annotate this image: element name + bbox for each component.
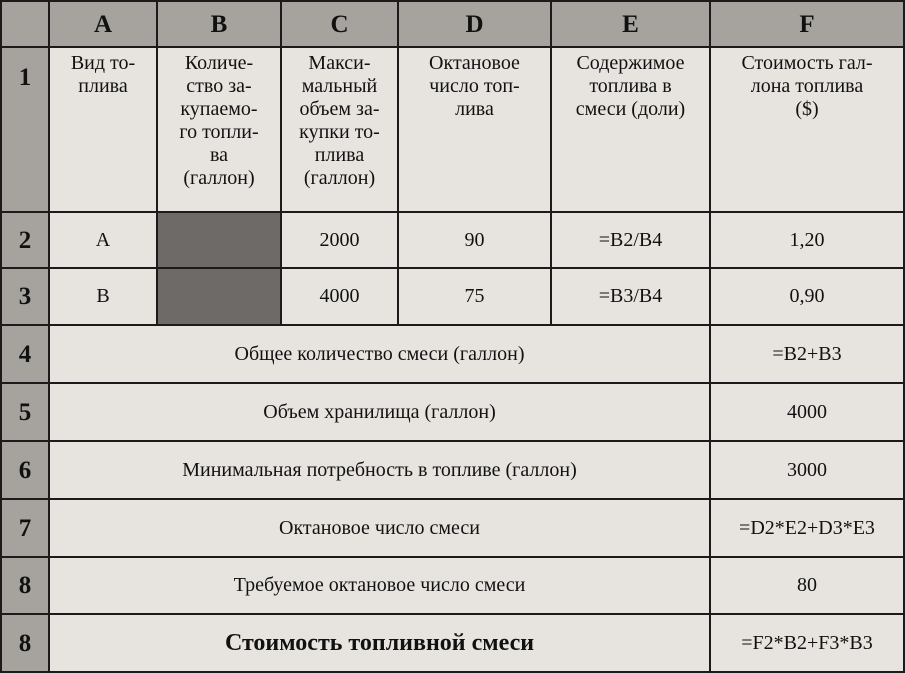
cell-f2[interactable]: 1,20 <box>711 213 905 269</box>
cell-b3-input[interactable] <box>158 269 282 326</box>
row-header-2[interactable]: 2 <box>0 213 50 269</box>
cell-a1[interactable]: Вид то- плива <box>50 48 158 213</box>
cell-e2[interactable]: =B2/B4 <box>552 213 711 269</box>
column-header-b[interactable]: B <box>158 0 282 48</box>
row-header-1[interactable]: 1 <box>0 48 50 213</box>
cell-e1[interactable]: Содержимое топлива в смеси (доли) <box>552 48 711 213</box>
cell-d2[interactable]: 90 <box>399 213 552 269</box>
cell-b2-input[interactable] <box>158 213 282 269</box>
cell-a9-label[interactable]: Стоимость топливной смеси <box>50 615 711 673</box>
cell-c3[interactable]: 4000 <box>282 269 399 326</box>
column-header-f[interactable]: F <box>711 0 905 48</box>
row-header-7[interactable]: 7 <box>0 500 50 558</box>
cell-f4[interactable]: =B2+B3 <box>711 326 905 384</box>
row-header-4[interactable]: 4 <box>0 326 50 384</box>
column-header-c[interactable]: C <box>282 0 399 48</box>
cell-a8-label[interactable]: Требуемое октановое число смеси <box>50 558 711 615</box>
row-header-9[interactable]: 8 <box>0 615 50 673</box>
cell-f8[interactable]: 80 <box>711 558 905 615</box>
cell-f7[interactable]: =D2*E2+D3*E3 <box>711 500 905 558</box>
cell-a7-label[interactable]: Октановое число смеси <box>50 500 711 558</box>
cell-a6-label[interactable]: Минимальная потребность в топливе (галлон) <box>50 442 711 500</box>
cell-a3[interactable]: В <box>50 269 158 326</box>
corner-cell <box>0 0 50 48</box>
cell-f6[interactable]: 3000 <box>711 442 905 500</box>
cell-f1[interactable]: Стоимость гал- лона топлива ($) <box>711 48 905 213</box>
row-header-6[interactable]: 6 <box>0 442 50 500</box>
cell-f5[interactable]: 4000 <box>711 384 905 442</box>
column-header-a[interactable]: A <box>50 0 158 48</box>
cell-f3[interactable]: 0,90 <box>711 269 905 326</box>
cell-d3[interactable]: 75 <box>399 269 552 326</box>
column-header-d[interactable]: D <box>399 0 552 48</box>
column-header-e[interactable]: E <box>552 0 711 48</box>
cell-b1[interactable]: Количе- ство за- купаемо- го топли- ва (галлон) <box>158 48 282 213</box>
row-header-8[interactable]: 8 <box>0 558 50 615</box>
cell-a5-label[interactable]: Объем хранилища (галлон) <box>50 384 711 442</box>
cell-c1[interactable]: Макси- мальный объем за- купки то- плива (галлон) <box>282 48 399 213</box>
cell-f9[interactable]: =F2*B2+F3*B3 <box>711 615 905 673</box>
row-header-3[interactable]: 3 <box>0 269 50 326</box>
row-header-5[interactable]: 5 <box>0 384 50 442</box>
cell-c2[interactable]: 2000 <box>282 213 399 269</box>
cell-d1[interactable]: Октановое число топ- лива <box>399 48 552 213</box>
cell-e3[interactable]: =B3/B4 <box>552 269 711 326</box>
cell-a2[interactable]: А <box>50 213 158 269</box>
cell-a4-label[interactable]: Общее количество смеси (галлон) <box>50 326 711 384</box>
